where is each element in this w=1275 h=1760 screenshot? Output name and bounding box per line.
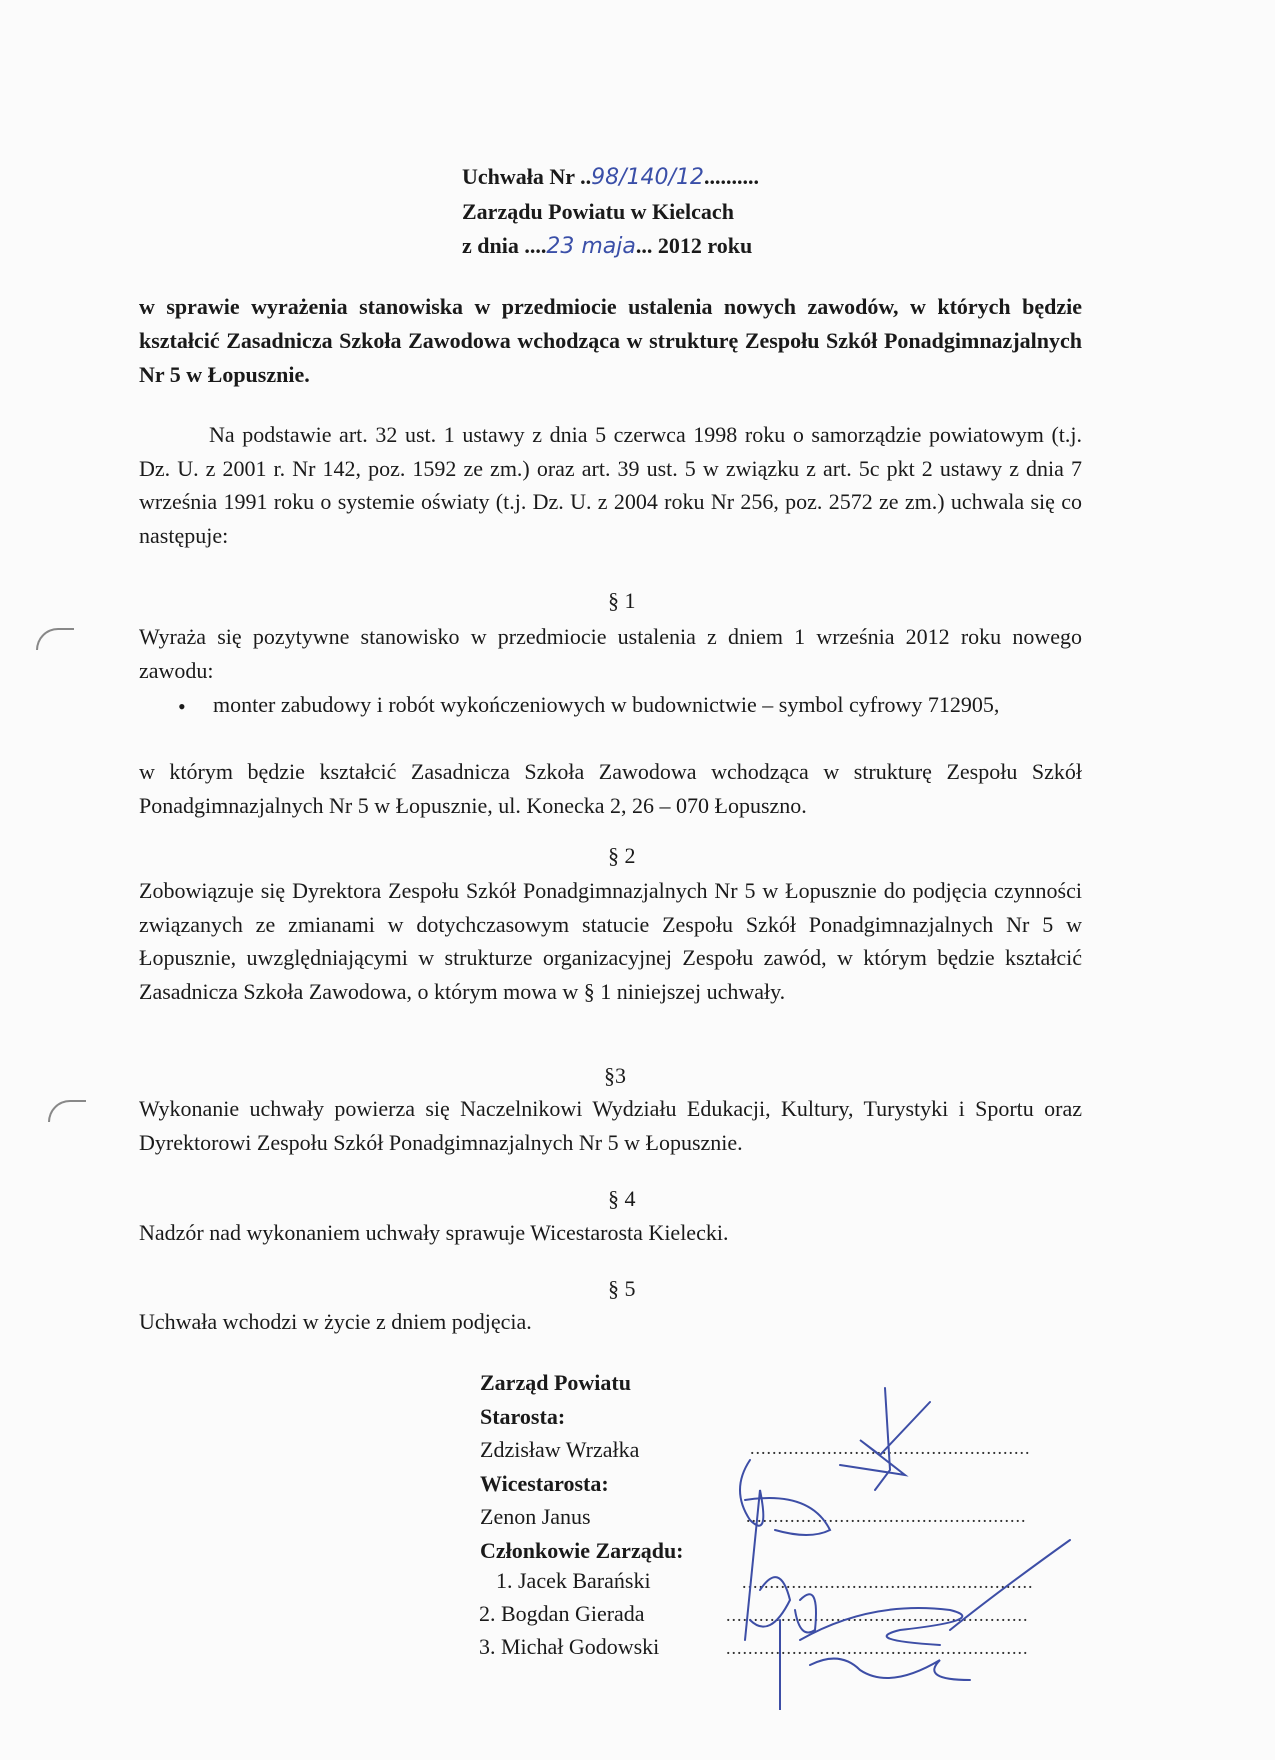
section-4-title: § 4	[608, 1186, 636, 1211]
starosta-name: Zdzisław Wrzałka	[480, 1437, 640, 1462]
signature-labels	[480, 1366, 684, 1567]
signature-member-2	[800, 1608, 962, 1645]
section-5-text: Uchwała wchodzi w życie z dniem podjęcia.	[139, 1309, 532, 1334]
resolution-number-label: Uchwała Nr	[462, 164, 581, 189]
section-2-text: Zobowiązuje się Dyrektora Zespołu Szkół Ponadgimnazjalnych Nr 5 w Łopusznie do podjęcia czynności związanych ze zmianami w dotychczasowym statucie Zespołu Szkół Ponadgimnazjalnych Nr 5 w Łopusznie, uwzględniającymi w strukturze organizacyjnej Zespołu zawód, w którym będzie kształcić Zasadnicza Szkoła Zawodowa, o którym mowa w § 1 niniejszej uchwały.	[139, 878, 1082, 1004]
dotted-fill: ...	[635, 233, 653, 258]
section-1-text: Wyraża się pozytywne stanowisko w przedmiocie ustalenia z dniem 1 września 2012 roku nowego zawodu:	[139, 624, 1082, 683]
vice-starosta-label: Wicestarosta:	[480, 1470, 609, 1496]
handwritten-signatures	[690, 1380, 1090, 1710]
resolution-date-line	[462, 229, 759, 264]
section-4-text: Nadzór nad wykonaniem uchwały sprawuje Wicestarosta Kielecki.	[139, 1220, 729, 1245]
resolution-number-line	[462, 160, 759, 195]
dotted-fill: ..........	[703, 164, 759, 189]
section-2-title: § 2	[608, 843, 636, 868]
signature-vice-starosta	[740, 1460, 763, 1640]
handwritten-date: 23 maja	[546, 234, 636, 259]
member-1-name: 1. Jacek Barański	[496, 1568, 651, 1593]
members-label: Członkowie Zarządu:	[480, 1537, 684, 1563]
board-name: Zarządu Powiatu w Kielcach	[462, 199, 734, 224]
section-3-text: Wykonanie uchwały powierza się Naczelnikowi Wydziału Edukacji, Kultury, Turystyki i Sportu oraz Dyrektorowi Zespołu Szkół Ponadgimnazjalnych Nr 5 w Łopusznie.	[139, 1096, 1082, 1155]
starosta-label: Starosta:	[480, 1403, 566, 1429]
dotted-fill: ..	[580, 164, 592, 189]
date-label: z dnia	[462, 233, 525, 258]
signature-line: .......................................................	[726, 1605, 1029, 1625]
section-1-title: § 1	[608, 588, 636, 613]
resolution-header	[462, 160, 759, 264]
signature-line: .......................................................	[726, 1638, 1029, 1658]
section-5-title: § 5	[608, 1276, 636, 1301]
date-year: 2012 roku	[652, 233, 753, 258]
section-3-title: §3	[604, 1063, 626, 1088]
signature-member-1	[750, 1577, 790, 1627]
punch-hole-mark	[36, 628, 74, 650]
member-2-name: 2. Bogdan Gierada	[479, 1601, 645, 1626]
handwritten-resolution-number: 98/140/12	[591, 165, 704, 190]
board-label: Zarząd Powiatu	[480, 1370, 631, 1395]
resolution-subject: w sprawie wyrażenia stanowiska w przedmiocie ustalenia nowych zawodów, w których będzie kształcić Zasadnicza Szkoła Zawodowa wchodząca w strukturę Zespołu Szkół Ponadgimnazjalnych Nr 5 w Łopusznie.	[139, 294, 1082, 387]
signature-line: ...................................................	[746, 1506, 1027, 1526]
signature-line: .....................................................	[742, 1572, 1034, 1592]
legal-basis: Na podstawie art. 32 ust. 1 ustawy z dnia 5 czerwca 1998 roku o samorządzie powiatowym (t.j. Dz. U. z 2001 r. Nr 142, poz. 1592 ze zm.) oraz art. 39 ust. 5 w związku z art. 5c pkt 2 ustawy z dnia 7 września 1991 roku o systemie oświaty (t.j. Dz. U. z 2004 roku Nr 256, poz. 2572 ze zm.) uchwala się co następuje:	[139, 422, 1082, 548]
member-3-name: 3. Michał Godowski	[479, 1634, 660, 1659]
signature-member-3	[810, 1659, 970, 1680]
section-1-after: w którym będzie kształcić Zasadnicza Szkoła Zawodowa wchodząca w strukturę Zespołu Szkół Ponadgimnazjalnych Nr 5 w Łopusznie, ul. Konecka 2, 26 – 070 Łopuszno.	[139, 759, 1082, 818]
section-1-bullet: monter zabudowy i robót wykończeniowych w budownictwie – symbol cyfrowy 712905,	[213, 692, 1000, 717]
vice-starosta-name: Zenon Janus	[480, 1504, 591, 1529]
punch-hole-mark	[48, 1100, 86, 1122]
signature-starosta	[875, 1388, 890, 1490]
signature-line: ...................................................	[750, 1438, 1031, 1458]
dotted-fill: ....	[524, 233, 547, 258]
bullet-dot: •	[178, 694, 186, 719]
